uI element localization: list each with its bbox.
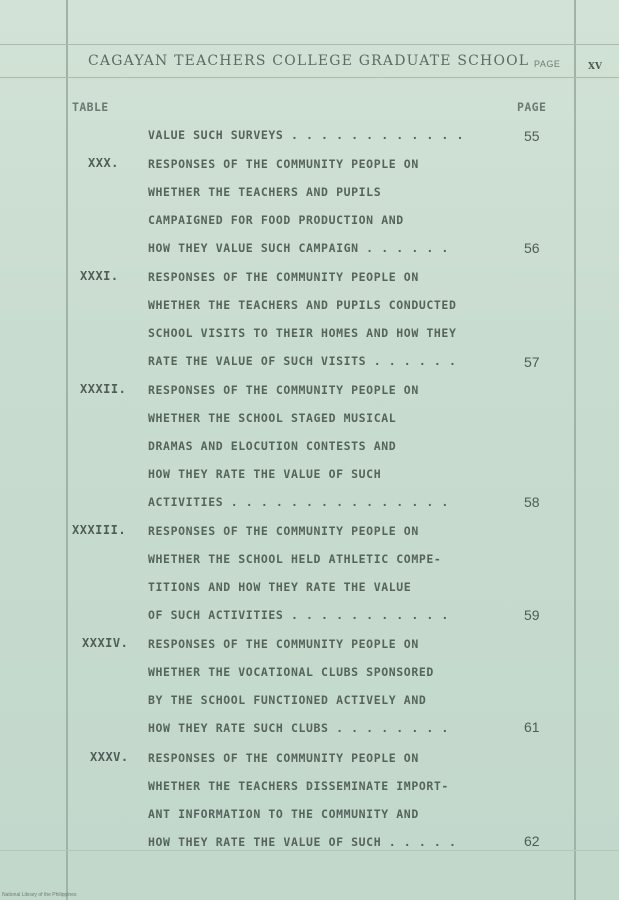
entry-text-line: HOW THEY RATE THE VALUE OF SUCH . . . . . bbox=[148, 835, 457, 849]
table-number: XXXIV. bbox=[82, 636, 129, 650]
entry-text-line: WHETHER THE TEACHERS AND PUPILS bbox=[148, 185, 382, 199]
table-number: XXX. bbox=[88, 156, 119, 170]
entry-text-line: RATE THE VALUE OF SUCH VISITS . . . . . . bbox=[148, 354, 457, 368]
entry-text-line: RESPONSES OF THE COMMUNITY PEOPLE ON bbox=[148, 637, 419, 651]
entry-text-line: SCHOOL VISITS TO THEIR HOMES AND HOW THEY bbox=[148, 326, 457, 340]
entry-text-line: ACTIVITIES . . . . . . . . . . . . . . . bbox=[148, 495, 449, 509]
entry-text-line: VALUE SUCH SURVEYS . . . . . . . . . . . . bbox=[148, 128, 464, 142]
table-column-label: TABLE bbox=[72, 100, 109, 114]
entry-text-line: WHETHER THE SCHOOL STAGED MUSICAL bbox=[148, 411, 397, 425]
entry-text-line: ANT INFORMATION TO THE COMMUNITY AND bbox=[148, 807, 419, 821]
entry-text-line: RESPONSES OF THE COMMUNITY PEOPLE ON bbox=[148, 157, 419, 171]
entry-text-line: WHETHER THE TEACHERS AND PUPILS CONDUCTED bbox=[148, 298, 457, 312]
entry-text-line: WHETHER THE TEACHERS DISSEMINATE IMPORT- bbox=[148, 779, 449, 793]
entry-text-line: TITIONS AND HOW THEY RATE THE VALUE bbox=[148, 580, 412, 594]
header-page-number: XV bbox=[588, 62, 602, 72]
header-page-label: PAGE bbox=[534, 59, 561, 69]
page-column-label: PAGE bbox=[517, 100, 547, 114]
archive-footer: National Library of the Philippines bbox=[2, 892, 77, 898]
entry-text-line: WHETHER THE SCHOOL HELD ATHLETIC COMPE- bbox=[148, 552, 442, 566]
table-number: XXXII. bbox=[80, 382, 127, 396]
entry-page-number: 56 bbox=[524, 240, 540, 256]
bottom-rule bbox=[0, 850, 619, 851]
entry-page-number: 55 bbox=[524, 128, 540, 144]
table-number: XXXV. bbox=[90, 750, 129, 764]
entry-text-line: RESPONSES OF THE COMMUNITY PEOPLE ON bbox=[148, 270, 419, 284]
entry-text-line: OF SUCH ACTIVITIES . . . . . . . . . . . bbox=[148, 608, 449, 622]
entry-text-line: CAMPAIGNED FOR FOOD PRODUCTION AND bbox=[148, 213, 404, 227]
entry-page-number: 62 bbox=[524, 833, 540, 849]
entry-page-number: 59 bbox=[524, 607, 540, 623]
header-top-rule bbox=[0, 44, 619, 45]
entry-text-line: RESPONSES OF THE COMMUNITY PEOPLE ON bbox=[148, 751, 419, 765]
entry-text-line: RESPONSES OF THE COMMUNITY PEOPLE ON bbox=[148, 524, 419, 538]
entry-page-number: 61 bbox=[524, 719, 540, 735]
entry-page-number: 58 bbox=[524, 494, 540, 510]
entry-text-line: HOW THEY RATE SUCH CLUBS . . . . . . . . bbox=[148, 721, 449, 735]
entry-text-line: DRAMAS AND ELOCUTION CONTESTS AND bbox=[148, 439, 397, 453]
entry-text-line: HOW THEY VALUE SUCH CAMPAIGN . . . . . . bbox=[148, 241, 449, 255]
right-margin-rule bbox=[574, 0, 576, 900]
header-title: CAGAYAN TEACHERS COLLEGE GRADUATE SCHOOL bbox=[88, 53, 530, 69]
entry-text-line: BY THE SCHOOL FUNCTIONED ACTIVELY AND bbox=[148, 693, 427, 707]
table-number: XXXIII. bbox=[72, 523, 127, 537]
entry-text-line: RESPONSES OF THE COMMUNITY PEOPLE ON bbox=[148, 383, 419, 397]
left-margin-rule bbox=[66, 0, 68, 900]
header-bottom-rule bbox=[0, 77, 619, 78]
table-number: XXXI. bbox=[80, 269, 119, 283]
entry-page-number: 57 bbox=[524, 354, 540, 370]
entry-text-line: WHETHER THE VOCATIONAL CLUBS SPONSORED bbox=[148, 665, 434, 679]
entry-text-line: HOW THEY RATE THE VALUE OF SUCH bbox=[148, 467, 382, 481]
